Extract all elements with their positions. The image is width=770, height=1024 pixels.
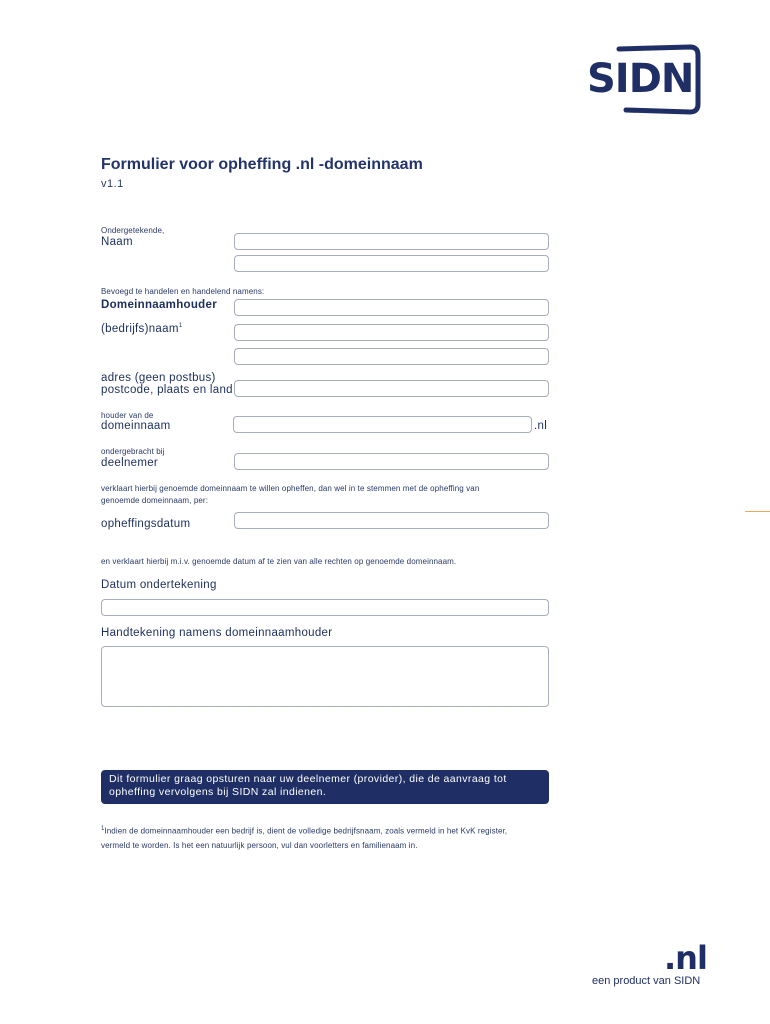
- bedrijfsnaam-label-text: (bedrijfs)naam: [101, 323, 179, 335]
- adres-label-line1: adres (geen postbus): [101, 372, 216, 384]
- notice-line2: opheffing vervolgens bij SIDN zal indienen.: [109, 786, 327, 798]
- adres-input[interactable]: [234, 380, 549, 397]
- footnote-line2: vermeld te worden. Is het een natuurlijk persoon, vul dan voorletters en familienaam in.: [101, 840, 418, 850]
- domeinnaamhouder-label: Domeinnaamhouder: [101, 299, 217, 311]
- domeinnaam-label: domeinnaam: [101, 420, 171, 432]
- footnote-sup: 1: [101, 826, 105, 832]
- datum-ondertekening-input[interactable]: [101, 599, 549, 616]
- sidn-logo: [586, 44, 702, 116]
- accent-line: [745, 511, 770, 512]
- nl-brand-logo: .nl: [664, 939, 707, 977]
- bedrijfsnaam-input-2[interactable]: [234, 348, 549, 365]
- notice-line1: Dit formulier graag opsturen naar uw deelnemer (provider), die de aanvraag tot: [109, 773, 507, 785]
- opheffingsdatum-input[interactable]: [234, 512, 549, 529]
- footnote-line1-text: Indien de domeinnaamhouder een bedrijf is, dient de volledige bedrijfsnaam, zoals vermeld in het KvK register,: [104, 826, 508, 836]
- handtekening-field[interactable]: [101, 646, 549, 707]
- verklaart-text-line2: genoemde domeinnaam, per:: [101, 496, 209, 505]
- adres-label-line2: postcode, plaats en land: [101, 384, 233, 396]
- naam-label: Naam: [101, 236, 133, 248]
- page-title: Formulier voor opheffing .nl -domeinnaam: [101, 156, 423, 173]
- bevoegd-label: Bevoegd te handelen en handelend namens:: [101, 287, 265, 296]
- opheffingsdatum-label: opheffingsdatum: [101, 518, 191, 530]
- domeinnaam-input[interactable]: [233, 416, 532, 433]
- houder-van-de-label: houder van de: [101, 411, 154, 420]
- footnote-line1: [101, 822, 507, 839]
- domeinnaam-suffix: .nl: [534, 420, 548, 432]
- naam-input-2[interactable]: [234, 255, 549, 272]
- verklaart-text-line1: verklaart hierbij genoemde domeinnaam te willen opheffen, dan wel in te stemmen met de opheffing van: [101, 484, 480, 493]
- footnote-ref: 1: [178, 323, 183, 330]
- ondergebracht-bij-label: ondergebracht bij: [101, 447, 165, 456]
- domeinnaamhouder-input[interactable]: [234, 299, 549, 316]
- footnote: [101, 822, 507, 853]
- notice-box: [101, 770, 549, 804]
- afzien-text: en verklaart hierbij m.i.v. genoemde datum af te zien van alle rechten op genoemde domeinnaam.: [101, 557, 457, 566]
- bedrijfsnaam-label: [101, 323, 182, 335]
- ondergetekende-label: Ondergetekende,: [101, 226, 165, 235]
- datum-ondertekening-label: Datum ondertekening: [101, 579, 217, 591]
- sidn-logo-text: SIDN: [587, 56, 694, 102]
- deelnemer-input[interactable]: [234, 453, 549, 470]
- bedrijfsnaam-input-1[interactable]: [234, 324, 549, 341]
- deelnemer-label: deelnemer: [101, 457, 159, 469]
- footer-tagline: een product van SIDN: [592, 975, 701, 987]
- naam-input-1[interactable]: [234, 233, 549, 250]
- version-label: v1.1: [101, 178, 124, 190]
- handtekening-label: Handtekening namens domeinnaamhouder: [101, 627, 333, 639]
